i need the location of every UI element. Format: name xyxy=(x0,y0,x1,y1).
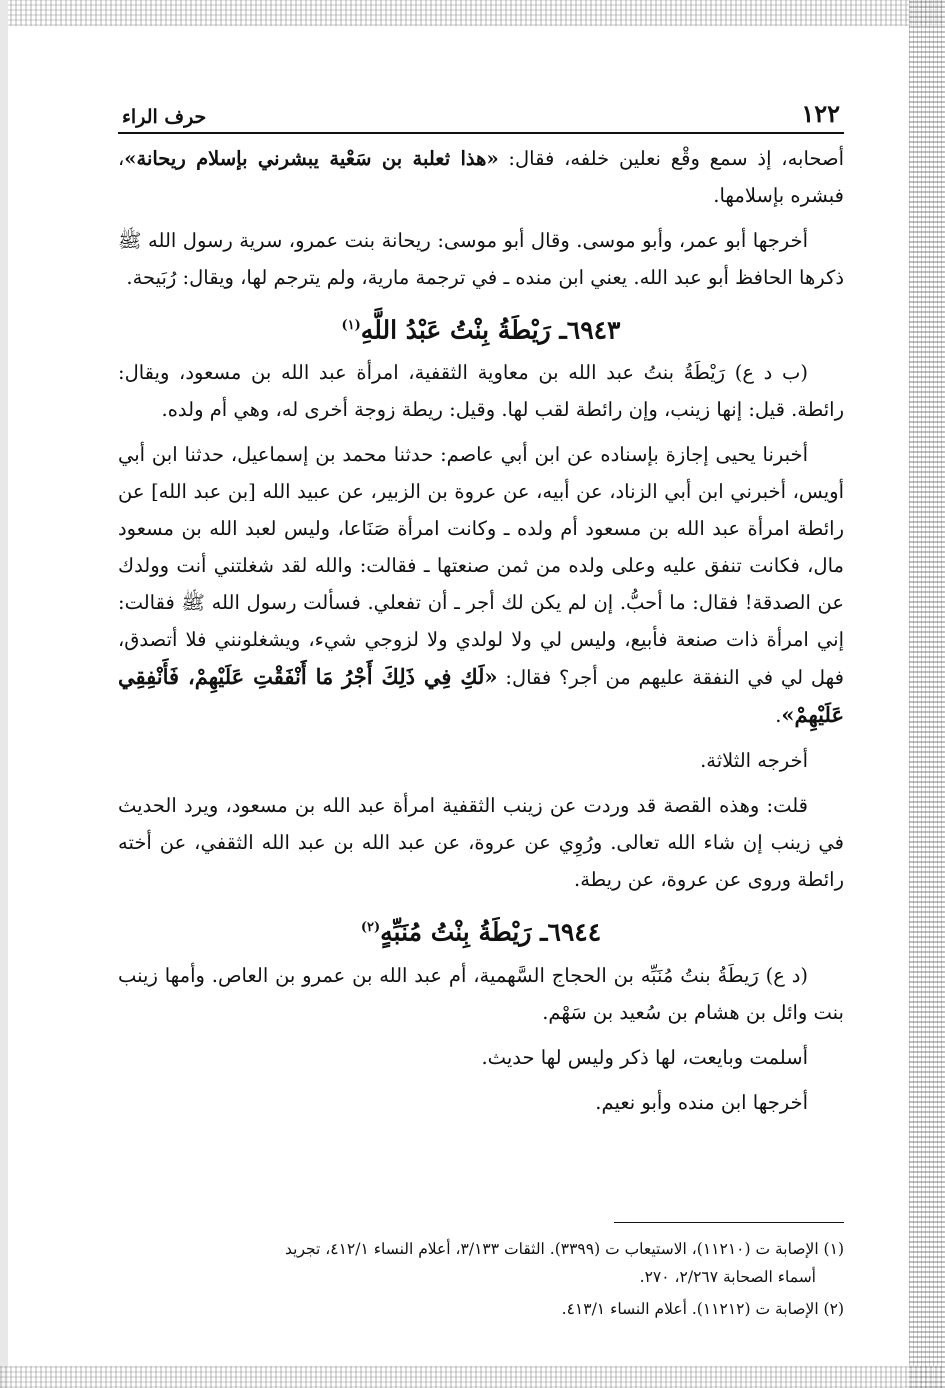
entry-6943-paragraph-1: (ب د ع) رَيْطَةُ بنتُ عبد الله بن معاوية الثقفية، امرأة عبد الله بن مسعود، ويقال: رائطة. قيل: إنها زينب، وإن رائطة لقب لها. وقيل: ريطة زوجة أخرى له، وهي أم ولده. xyxy=(118,361,844,422)
entry-6943-paragraph-4: قلت: وهذه القصة قد وردت عن زينب الثقفية امرأة عبد الله بن مسعود، ويرد الحديث في زينب إن شاء الله تعالى. ورُوِي عن عروة، عن عبد الله بن عبد الله الثقفي، عن أخته رائطة وروى عن عروة، عن ريطة. xyxy=(118,794,844,892)
scan-border-bottom xyxy=(0,1366,945,1388)
page-header xyxy=(118,100,844,134)
entry-6943-paragraph-2 xyxy=(118,436,844,734)
footnote-2: (٢) الإصابة ت (١١٢١٢). أعلام النساء ٤١٣/١. xyxy=(561,1300,844,1318)
entry-heading-6944 xyxy=(118,908,844,952)
text-span: أخبرنا يحيى إجازة بإسناده عن ابن أبي عاصم: حدثنا محمد بن إسماعيل، حدثنا ابن أبي أويس، أخبرني ابن أبي الزناد، عن أبيه، عن عروة بن الزبير، عن عبيد الله [بن عبد الله] عن رائطة امرأة عبد الله بن مسعود أم ولده ـ وكانت امرأة صَنَاعا، وليس لعبد الله بن مسعود مال، فكانت تنفق عليه وعلى ولده من ثمن صنعتها ـ فقالت: والله لقد شغلتني أنت وولدك عن الصدقة! فقال: ما أحبُّ. إن لم يكن لك أجر ـ أن تفعلي. فسألت رسول الله ﷺ فقالت: إني امرأة ذات صنعة فأبيع، وليس لي ولا لولدي ولا لزوجي شيء، ويشغلونني فلا أتصدق، فهل لي في النفقة عليهم من أجر؟ فقال: xyxy=(118,443,844,690)
text-span: ، فبشره بإسلامها. xyxy=(118,147,844,207)
footnote-1-line-1: (١) الإصابة ت (١١٢١٠)، الاستيعاب ت (٣٣٩٩). الثقات ٣/١٣٣، أعلام النساء ٤١٢/١، تجريد xyxy=(285,1240,844,1258)
heading-text: ٦٩٤٣ـ رَيْطَةُ بِنْتُ عَبْدُ اللَّهِ xyxy=(360,315,621,345)
footnote-marker: (١) xyxy=(341,318,361,333)
entry-6944-paragraph-3: أخرجها ابن منده وأبو نعيم. xyxy=(595,1090,808,1114)
footnotes xyxy=(118,1222,844,1323)
book-page xyxy=(118,100,844,1121)
hadith-quote: «هذا ثعلبة بن سَعْية يبشرني بإسلام ريحانة» xyxy=(124,147,499,170)
entry-heading-6943 xyxy=(118,306,844,350)
footnote-marker: (٢) xyxy=(360,920,381,936)
entry-6943-paragraph-3: أخرجه الثلاثة. xyxy=(700,749,808,773)
text-span: أصحابه، إذ سمع وقْع نعلين خلفه، فقال: xyxy=(498,147,844,170)
entry-6944-paragraph-2: أسلمت وبايعت، لها ذكر وليس لها حديث. xyxy=(481,1045,808,1069)
page-number: ١٢٢ xyxy=(801,99,840,128)
scan-border-right xyxy=(909,0,945,1388)
footnote-1-line-2: أسماء الصحابة ٢/٢٦٧، ٢٧٠. xyxy=(639,1268,816,1286)
hadith-quote: «لَكِ فِي ذَلِكَ أَجْرُ مَا أَنْفَقْتِ عَلَيْهِمْ، فَأَنْفِقِي عَلَيْهِمْ» xyxy=(118,664,844,728)
prev-entry-paragraph-1 xyxy=(118,140,844,214)
scan-border-left xyxy=(0,0,8,1388)
running-head: حرف الراء xyxy=(122,106,207,128)
heading-text: ٦٩٤٤ـ رَيْطَةُ بِنْتُ مُنَبِّهٍ xyxy=(380,917,602,947)
prev-entry-paragraph-2: أخرجها أبو عمر، وأبو موسى. وقال أبو موسى: ريحانة بنت عمرو، سرية رسول الله ﷺ ذكرها الحافظ أبو عبد الله. يعني ابن منده ـ في ترجمة مارية، ولم يترجم لها، ويقال: رُبَيحة. xyxy=(118,229,844,289)
footnote-rule xyxy=(614,1222,844,1223)
text-span: . xyxy=(775,704,782,728)
scan-border-top xyxy=(0,0,945,26)
entry-6944-paragraph-1: (د ع) رَيطَةُ بنتُ مُنَبِّه بن الحجاج السَّهمية، أم عبد الله بن عمرو بن العاص. وأمها زينب بنت وائل بن هشام بن سُعيد بن سَهْم. xyxy=(118,963,844,1024)
